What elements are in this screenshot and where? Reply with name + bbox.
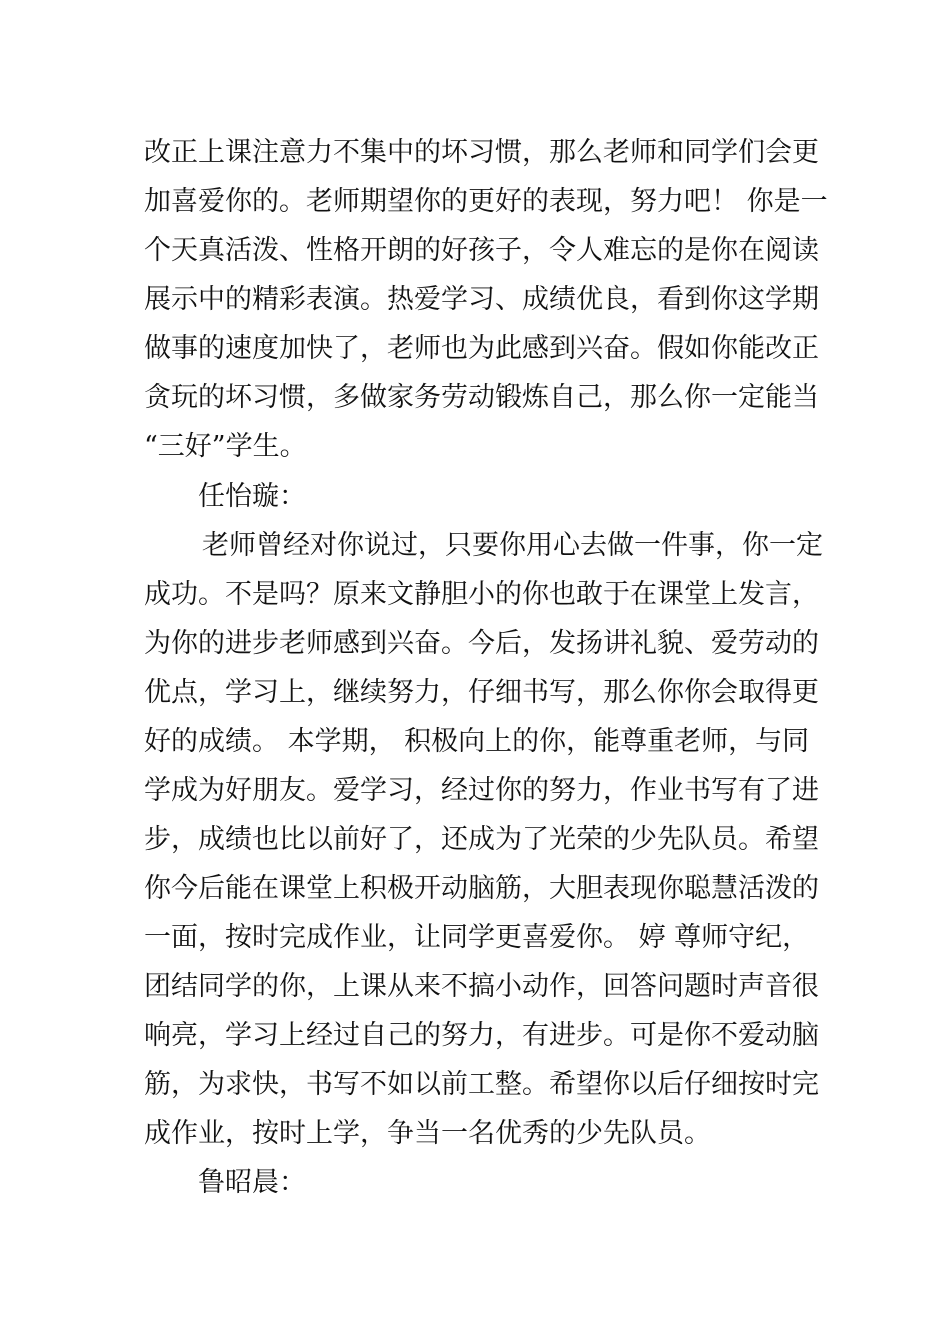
text-line: 步，成绩也比以前好了，还成为了光荣的少先队员。希望 xyxy=(144,824,819,855)
text-line: 成作业，按时上学，争当一名优秀的少先队员。 xyxy=(144,1118,711,1149)
text-line: 优点，学习上，继续努力，仔细书写，那么你你会取得更 xyxy=(144,677,819,708)
text-line: 筋，为求快，书写不如以前工整。希望你以后仔细按时完 xyxy=(144,1069,819,1100)
text-line: 改正上课注意力不集中的坏习惯，那么老师和同学们会更 xyxy=(144,137,819,168)
text-line: 你今后能在课堂上积极开动脑筋，大胆表现你聪慧活泼的 xyxy=(144,873,819,904)
text-line: 学成为好朋友。爱学习，经过你的努力，作业书写有了进 xyxy=(144,775,819,806)
text-line: 个天真活泼、性格开朗的好孩子，令人难忘的是你在阅读 xyxy=(144,235,819,266)
text-line: 为你的进步老师感到兴奋。今后，发扬讲礼貌、爱劳动的 xyxy=(144,628,819,659)
text-line: 老师曾经对你说过，只要你用心去做一件事，你一定 xyxy=(202,530,823,561)
text-line: 成功。不是吗？原来文静胆小的你也敢于在课堂上发言， xyxy=(144,579,819,610)
text-line: 一面，按时完成作业，让同学更喜爱你。 婷 尊师守纪， xyxy=(144,922,810,953)
comment-paragraph-1 xyxy=(144,128,828,471)
student-name: 任怡璇： xyxy=(198,481,306,512)
student-name-heading-1 xyxy=(144,472,814,521)
text-line: 做事的速度加快了，老师也为此感到兴奋。假如你能改正 xyxy=(144,333,819,364)
text-line: “三好”学生。 xyxy=(144,431,307,462)
student-name: 鲁昭晨： xyxy=(198,1167,306,1198)
student-name-heading-2 xyxy=(144,1158,814,1207)
text-line: 展示中的精彩表演。热爱学习、成绩优良，看到你这学期 xyxy=(144,284,819,315)
text-line: 好的成绩。 本学期， 积极向上的你，能尊重老师，与同 xyxy=(144,726,810,757)
text-line: 响亮，学习上经过自己的努力，有进步。可是你不爱动脑 xyxy=(144,1020,819,1051)
text-line: 团结同学的你，上课从来不搞小动作，回答问题时声音很 xyxy=(144,971,819,1002)
comment-paragraph-2 xyxy=(144,521,823,1158)
text-line: 贪玩的坏习惯，多做家务劳动锻炼自己，那么你一定能当 xyxy=(144,382,819,413)
text-line: 加喜爱你的。老师期望你的更好的表现，努力吧！ 你是一 xyxy=(144,186,828,217)
